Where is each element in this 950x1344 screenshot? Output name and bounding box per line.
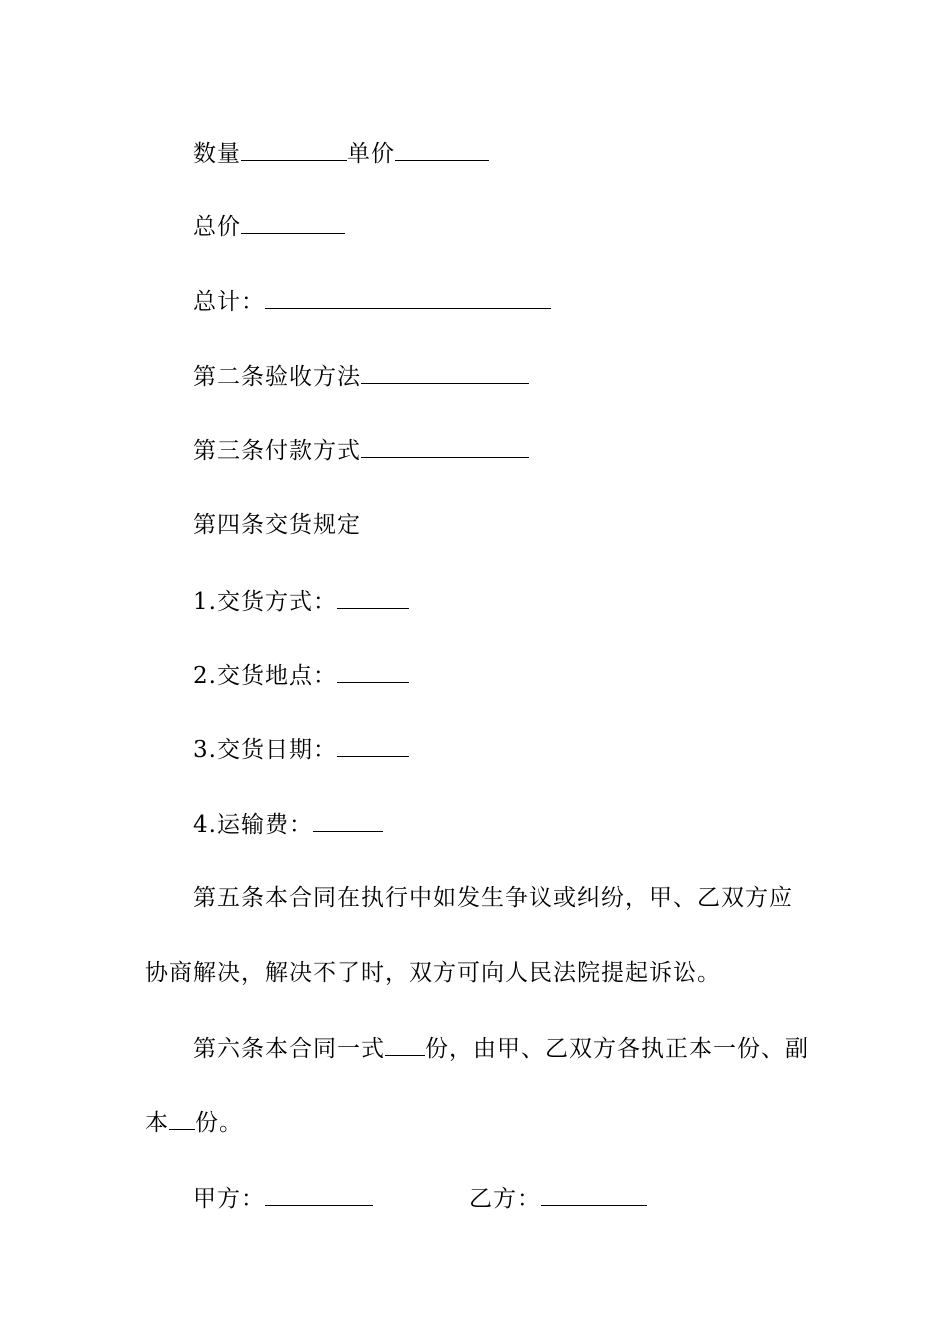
unit-price-label: 单价 [347,141,395,167]
quantity-unitprice-line [193,139,489,169]
delivery-method-label: 1.交货方式： [193,589,337,615]
article-6-text-2a: 本 [145,1110,169,1136]
sum-blank [265,288,551,309]
article-6-line-1 [193,1034,809,1064]
quantity-label: 数量 [193,141,241,167]
article-2-blank [361,363,529,384]
party-b-label: 乙方： [469,1186,541,1212]
sum-line [193,287,551,317]
quantity-blank [241,140,347,161]
article-3-line [193,436,529,466]
transport-fee-blank [313,811,383,832]
copies-blank [385,1035,425,1056]
delivery-date-label: 3.交货日期： [193,737,337,763]
article-2-line [193,362,529,392]
unit-price-blank [395,140,489,161]
sum-label: 总计： [193,289,265,315]
total-price-line [193,212,345,242]
delivery-place-label: 2.交货地点： [193,663,337,689]
party-a-blank [265,1185,373,1206]
delivery-date-line [193,735,409,765]
article-6-line-2 [145,1108,243,1138]
article-5-text-1: 第五条本合同在执行中如发生争议或纠纷，甲、乙双方应 [193,885,793,911]
article-5-line-2 [145,958,721,988]
transport-fee-label: 4.运输费： [193,812,313,838]
article-5-text-2: 协商解决，解决不了时，双方可向人民法院提起诉讼。 [145,960,721,986]
delivery-method-blank [337,588,409,609]
article-3-label: 第三条付款方式 [193,438,361,464]
article-3-blank [361,437,529,458]
total-price-label: 总价 [193,214,241,240]
delivery-method-line [193,587,409,617]
party-b-line [469,1184,647,1214]
party-a-line [193,1184,373,1214]
total-price-blank [241,213,345,234]
delivery-place-blank [337,662,409,683]
party-b-blank [541,1185,647,1206]
delivery-place-line [193,661,409,691]
duplicate-copies-blank [169,1109,195,1130]
delivery-date-blank [337,736,409,757]
article-5-line-1 [193,883,793,913]
transport-fee-line [193,810,383,840]
article-2-label: 第二条验收方法 [193,364,361,390]
article-4-title [193,510,361,540]
article-6-text-1b: 份，由甲、乙双方各执正本一份、副 [425,1036,809,1062]
article-6-text-1a: 第六条本合同一式 [193,1036,385,1062]
party-a-label: 甲方： [193,1186,265,1212]
article-4-label: 第四条交货规定 [193,512,361,538]
article-6-text-2b: 份。 [195,1110,243,1136]
